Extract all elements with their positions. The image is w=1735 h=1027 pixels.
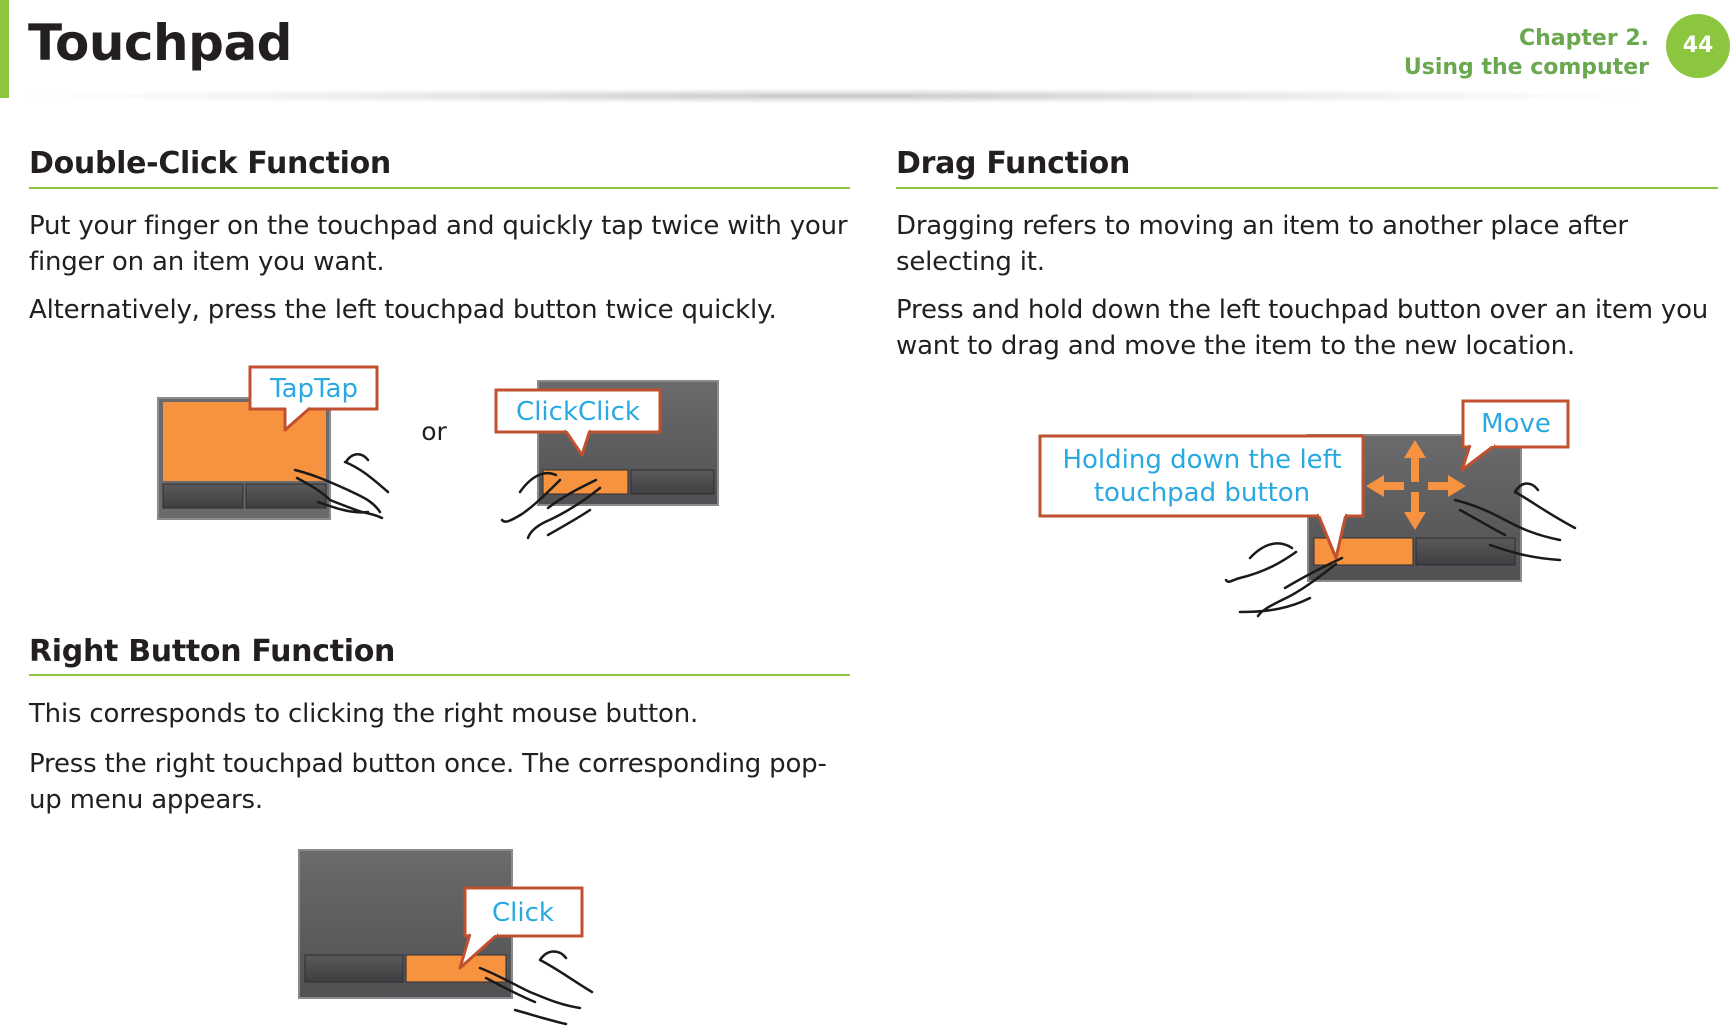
move-callout-seam [1471, 441, 1494, 446]
touchpad-right-button-highlight [406, 955, 506, 982]
right-button-paragraph-1: This corresponds to clicking the right mouse button. [29, 699, 699, 729]
right-button-heading: Right Button Function [29, 634, 396, 669]
click-callout-label: Click [492, 898, 554, 928]
double-click-paragraph-2: Alternatively, press the left touchpad button twice quickly. [29, 295, 777, 325]
double-click-button-illustration [496, 381, 718, 538]
clickclick-callout-label: ClickClick [516, 397, 640, 427]
chapter-number: Chapter 2. [1518, 26, 1649, 51]
chapter-subtitle: Using the computer [1403, 55, 1649, 80]
drag-paragraph-2: Press and hold down the left touchpad button over an item you want to drag and move the item to the new location. [896, 295, 1709, 361]
right-button-paragraph-2: Press the right touchpad button once. The corresponding pop-up menu appears. [29, 749, 827, 815]
move-callout-label: Move [1481, 409, 1551, 439]
double-click-paragraph-1: Put your finger on the touchpad and quickly tap twice with your finger on an item you want. [29, 211, 848, 277]
tap-callout-label: TapTap [269, 374, 359, 404]
drag-paragraph-1: Dragging refers to moving an item to another place after selecting it. [896, 211, 1628, 277]
tap-callout-seam [286, 404, 308, 408]
touchpad-right-button [1416, 538, 1515, 565]
or-separator: or [421, 417, 447, 446]
page-number-badge: 44 [1666, 14, 1730, 78]
holding-callout-line-2: touchpad button [1093, 478, 1311, 508]
touchpad-left-button [163, 484, 243, 508]
holding-callout-seam [1319, 510, 1345, 516]
double-click-tap-illustration [158, 367, 388, 519]
drag-heading: Drag Function [896, 146, 1131, 181]
right-button-illustration [299, 850, 592, 1024]
double-click-heading: Double-Click Function [29, 146, 391, 181]
holding-callout-line-1: Holding down the left [1062, 445, 1342, 475]
touchpad-left-button [305, 955, 403, 982]
touchpad-right-button [631, 470, 714, 494]
page-title: Touchpad [28, 14, 292, 72]
drag-illustration [1040, 401, 1575, 616]
click-callout-seam [471, 930, 497, 935]
